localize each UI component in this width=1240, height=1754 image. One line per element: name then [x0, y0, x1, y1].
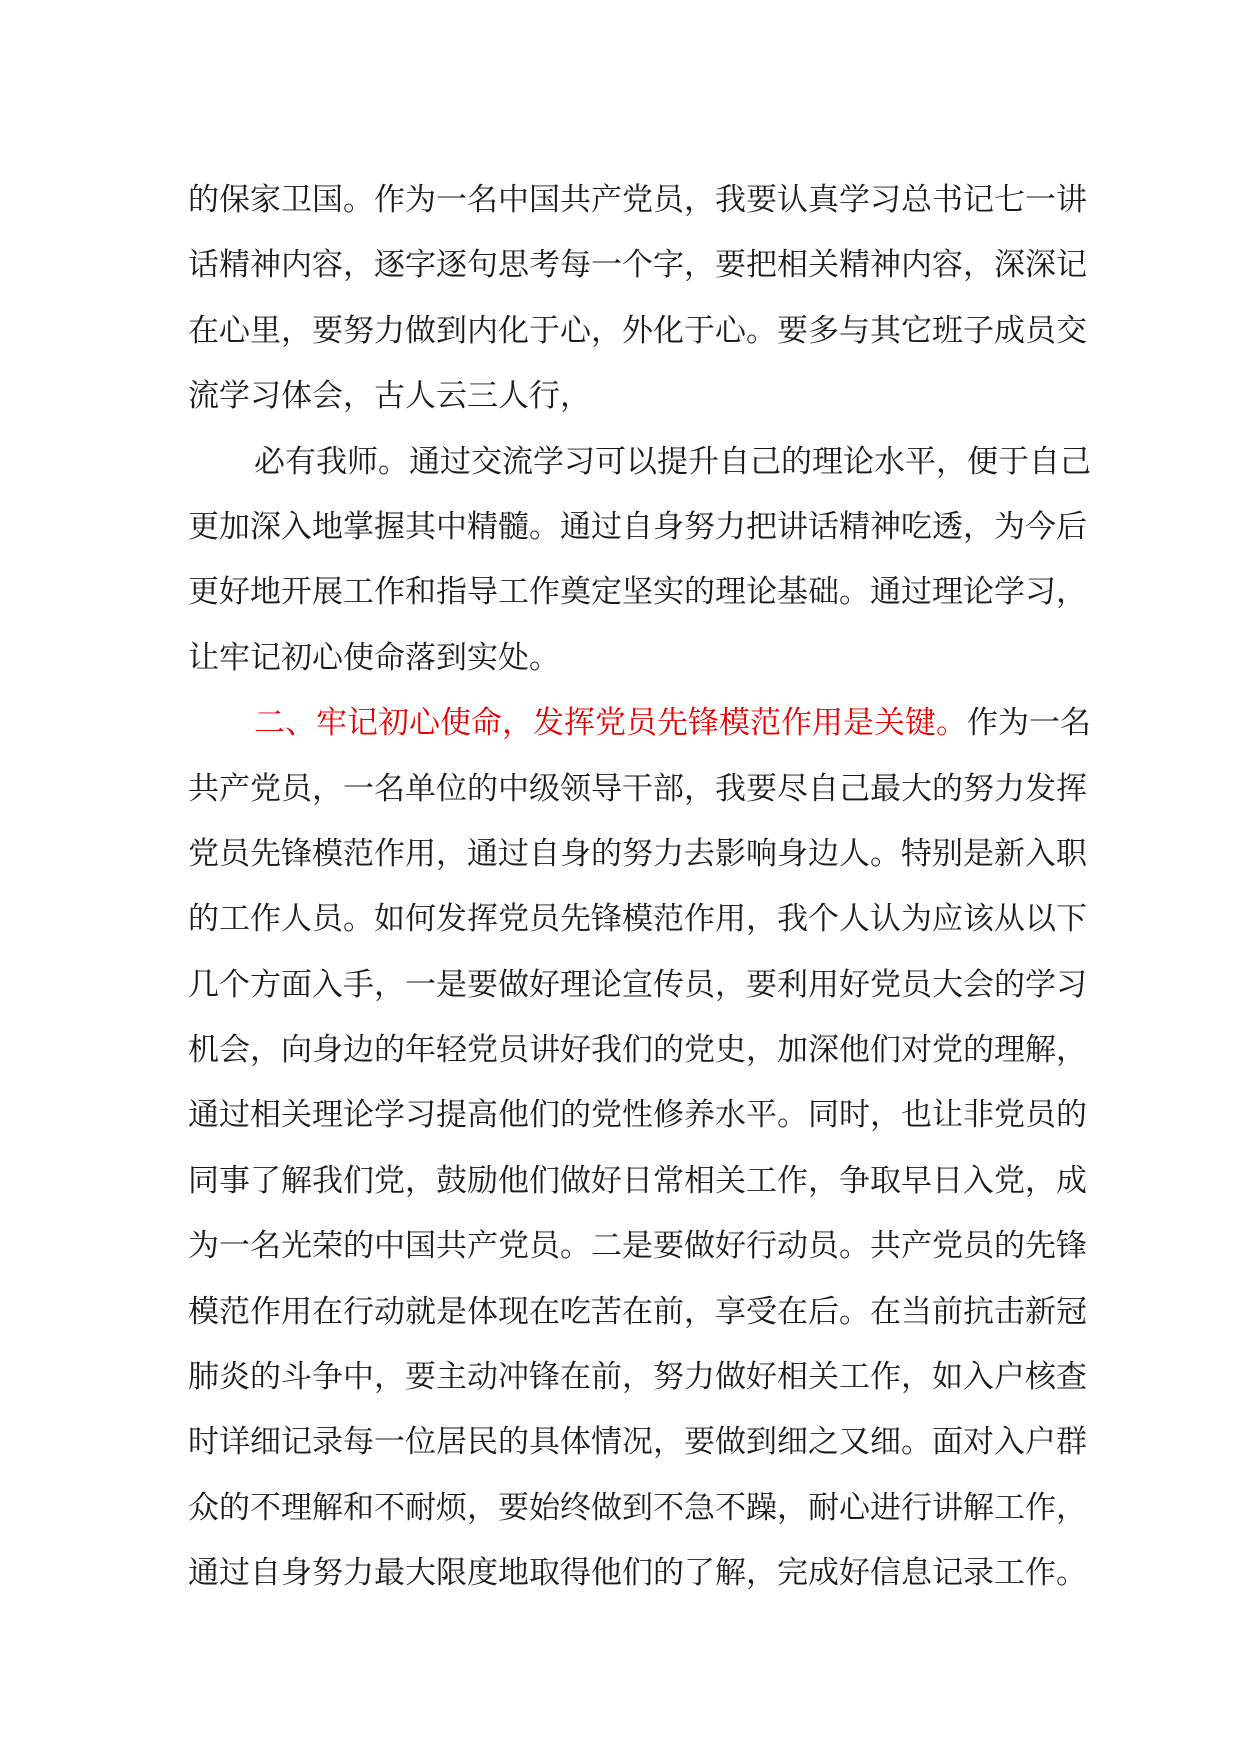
paragraph-2 — [188, 430, 1091, 692]
text-line: 为一名光荣的中国共产党员。二是要做好行动员。共产党员的先锋 — [188, 1228, 1087, 1265]
text-line: 让牢记初心使命落到实处。 — [188, 639, 560, 676]
text-line: 机会，向身边的年轻党员讲好我们的党史，加深他们对党的理解， — [188, 1032, 1087, 1069]
text-line: 通过自身努力最大限度地取得他们的了解，完成好信息记录工作。 — [188, 1555, 1087, 1592]
text-line: 党员先锋模范作用，通过自身的努力去影响身边人。特别是新入职 — [188, 835, 1087, 872]
text-line: 的保家卫国。作为一名中国共产党员，我要认真学习总书记七一讲 — [188, 182, 1087, 218]
text-line: 众的不理解和不耐烦，要始终做到不急不躁，耐心进行讲解工作， — [188, 1489, 1087, 1526]
text-line: 几个方面入手，一是要做好理论宣传员，要利用好党员大会的学习 — [188, 966, 1087, 1003]
document-body — [188, 168, 1091, 1607]
text-line: 模范作用在行动就是体现在吃苦在前，享受在后。在当前抗击新冠 — [188, 1293, 1087, 1330]
heading-line — [188, 691, 1091, 756]
text-line: 话精神内容，逐字逐句思考每一个字，要把相关精神内容，深深记 — [188, 247, 1087, 284]
text-line: 更好地开展工作和指导工作奠定坚实的理论基础。通过理论学习， — [188, 574, 1087, 611]
text-line: 肺炎的斗争中，要主动冲锋在前，努力做好相关工作，如入户核查 — [188, 1359, 1087, 1396]
text-line: 共产党员，一名单位的中级领导干部，我要尽自己最大的努力发挥 — [188, 770, 1087, 807]
text-line: 更加深入地掌握其中精髓。通过自身努力把讲话精神吃透，为今后 — [188, 508, 1087, 545]
text-line: 同事了解我们党，鼓励他们做好日常相关工作，争取早日入党，成 — [188, 1162, 1087, 1199]
text-line: 在心里，要努力做到内化于心，外化于心。要多与其它班子成员交 — [188, 312, 1087, 349]
paragraph-3 — [188, 691, 1091, 1606]
text-line: 通过相关理论学习提高他们的党性修养水平。同时，也让非党员的 — [188, 1097, 1087, 1134]
text-line: 必有我师。通过交流学习可以提升自己的理论水平，便于自己 — [254, 443, 1091, 480]
text-line: 时详细记录每一位居民的具体情况，要做到细之又细。面对入户群 — [188, 1424, 1087, 1461]
paragraph-1 — [188, 168, 1087, 430]
text-line: 的工作人员。如何发挥党员先锋模范作用，我个人认为应该从以下 — [188, 901, 1087, 938]
text-line: 流学习体会，古人云三人行， — [188, 378, 591, 415]
section-heading: 二、牢记初心使命，发挥党员先锋模范作用是关键。 — [254, 705, 967, 742]
heading-line-rest: 作为一名 — [967, 705, 1091, 742]
